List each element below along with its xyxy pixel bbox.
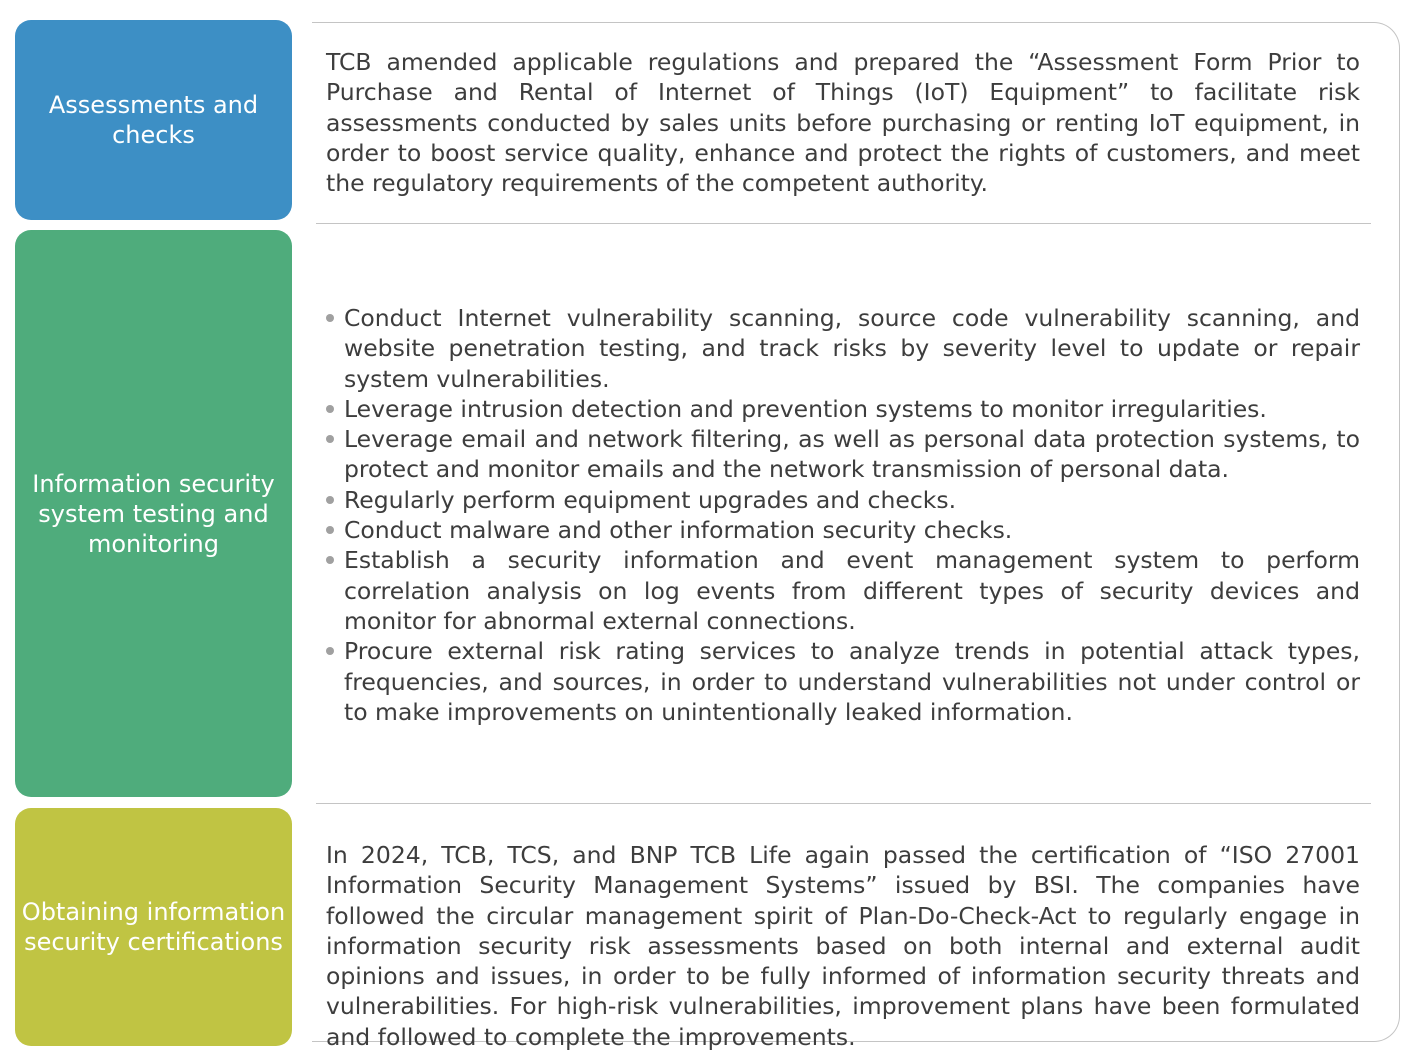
list-item-text: Leverage intrusion detection and prevention systems to monitor irregularities. — [344, 394, 1267, 423]
list-item-text: Conduct malware and other information security checks. — [344, 516, 1013, 545]
testing-monitoring-list-container — [326, 303, 1360, 727]
list-item — [326, 545, 1360, 636]
bullet-icon — [326, 556, 334, 564]
label-line: monitoring — [87, 529, 219, 558]
list-item-text: Regularly perform equipment upgrades and checks. — [344, 485, 957, 514]
bullet-icon — [326, 647, 334, 655]
certifications-description: In 2024, TCB, TCS, and BNP TCB Life again passed the certification of “ISO 27001 Information Security Management Systems” issued by BSI. The companies have followed the circular management spirit of Plan-Do-Check-Act to regularly engage in information security risk assessments based on both internal and external audit opinions and issues, in order to be fully informed of information security threats and vulnerabilities. For high-risk vulnerabilities, improvement plans have been formulated and followed to complete the improvements. — [326, 841, 1360, 1051]
bullet-icon — [326, 405, 334, 413]
label-info-security-testing-monitoring — [15, 230, 292, 797]
bullet-icon — [326, 496, 334, 504]
bullet-icon — [326, 314, 334, 322]
list-item-text: Conduct Internet vulnerability scanning, source code vulnerability scanning, and website penetration testing, and track risks by severity level to update or repair system vulnerabilities. — [344, 304, 1360, 393]
row-divider — [316, 223, 1371, 224]
label-line: Assessments and — [48, 91, 259, 119]
label-line: security certifications — [24, 928, 283, 956]
bullet-icon — [326, 435, 334, 443]
list-item — [326, 394, 1360, 424]
bullet-icon — [326, 526, 334, 534]
list-item-text: Establish a security information and event management system to perform correlation analysis on log events from different types of security devices and monitor for abnormal external connections. — [344, 546, 1360, 635]
list-item-text: Leverage email and network filtering, as well as personal data protection systems, to protect and monitor emails and the network transmission of personal data. — [344, 425, 1360, 484]
list-item — [326, 424, 1360, 485]
label-obtaining-certifications — [15, 808, 292, 1046]
row-divider — [316, 803, 1371, 804]
list-item — [326, 515, 1360, 545]
label-line: Information security — [32, 469, 275, 498]
list-item — [326, 636, 1360, 727]
list-item — [326, 485, 1360, 515]
assessments-description: TCB amended applicable regulations and prepared the “Assessment Form Prior to Purchase and Rental of Internet of Things (IoT) Equipment” to facilitate risk assessments conducted by sales units before purchasing or renting IoT equipment, in order to boost service quality, enhance and protect the rights of customers, and meet the regulatory requirements of the competent authority. — [326, 48, 1360, 198]
label-assessments-and-checks — [15, 20, 292, 220]
testing-monitoring-list — [326, 303, 1360, 727]
list-item — [326, 303, 1360, 394]
label-line: Obtaining information — [21, 898, 286, 926]
label-line: checks — [112, 121, 195, 149]
label-line: system testing and — [38, 499, 269, 528]
list-item-text: Procure external risk rating services to analyze trends in potential attack types, frequencies, and sources, in order to understand vulnerabilities not under control or to make improvements on unintentionally leaked information. — [344, 637, 1360, 726]
